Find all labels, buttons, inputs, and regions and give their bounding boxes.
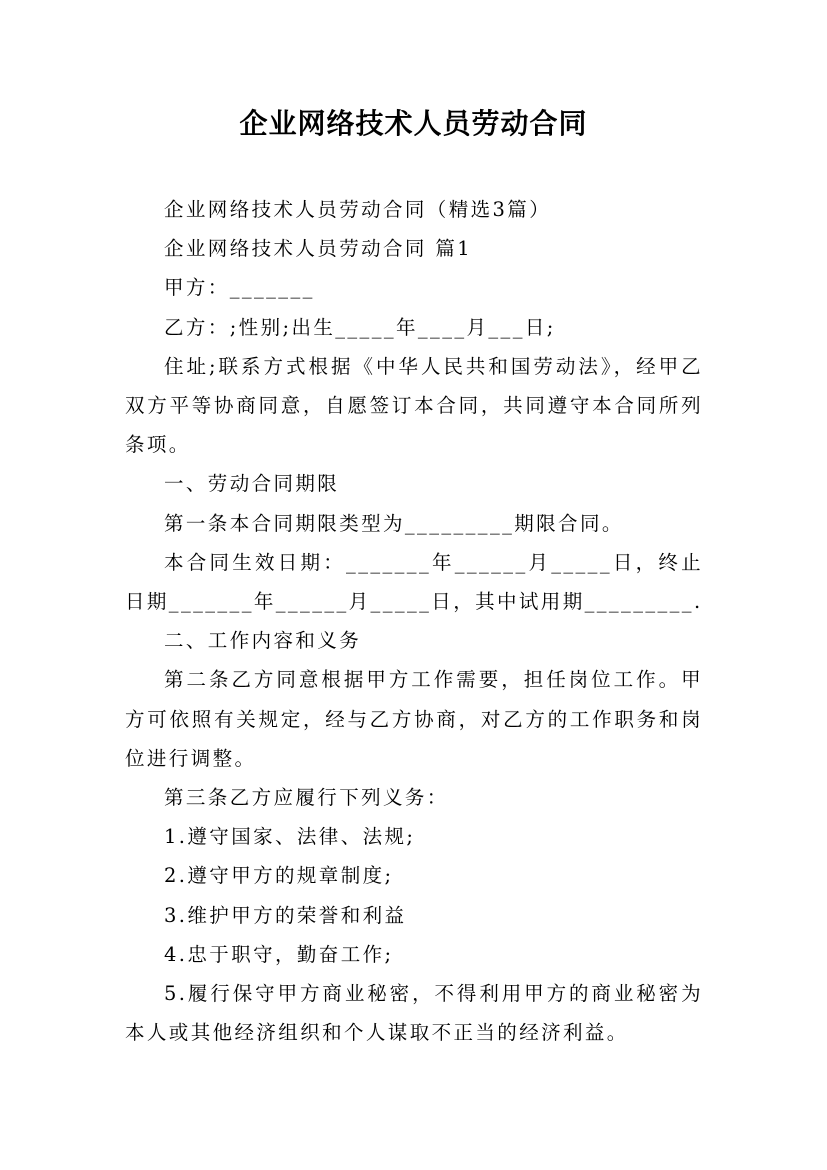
document-title: 企业网络技术人员劳动合同 — [239, 107, 588, 140]
paragraph-effective-dates: 本合同生效日期：_______年______月_____日，终止日期_______年______月_____日，其中试用期_________. — [125, 550, 703, 614]
paragraph-party-a: 甲方：_______ — [164, 276, 315, 300]
paragraph-duty-3: 3.维护甲方的荣誉和利益 — [164, 903, 407, 927]
paragraph-duty-4: 4.忠于职守，勤奋工作; — [164, 942, 394, 966]
paragraph-duty-5: 5.履行保守甲方商业秘密，不得利用甲方的商业秘密为本人或其他经济组织和个人谋取不正当的经济利益。 — [125, 982, 703, 1045]
paragraph-article-1: 第一条本合同期限类型为_________期限合同。 — [164, 511, 624, 535]
paragraph-party-b: 乙方：;性别;出生_____年____月___日; — [164, 315, 556, 339]
paragraph-duty-2: 2.遵守甲方的规章制度; — [164, 864, 394, 888]
paragraph-article-3: 第三条乙方应履行下列义务： — [164, 786, 449, 810]
paragraph-preamble: 住址;联系方式根据《中华人民共和国劳动法》，经甲乙双方平等协商同意，自愿签订本合同，共同遵守本合同所列条项。 — [125, 354, 703, 457]
paragraph-heading-contract-term: 一、劳动合同期限 — [164, 472, 340, 496]
paragraph-heading-duties: 二、工作内容和义务 — [164, 629, 362, 653]
paragraph-article-2: 第二条乙方同意根据甲方工作需要，担任岗位工作。甲方可依照有关规定，经与乙方协商，对乙方的工作职务和岗位进行调整。 — [125, 668, 703, 770]
paragraph-section-heading: 企业网络技术人员劳动合同 篇1 — [164, 237, 473, 261]
document-body — [125, 190, 703, 1052]
paragraph-subtitle: 企业网络技术人员劳动合同（精选3篇） — [164, 198, 552, 221]
paragraph-duty-1: 1.遵守国家、法律、法规; — [164, 825, 416, 849]
